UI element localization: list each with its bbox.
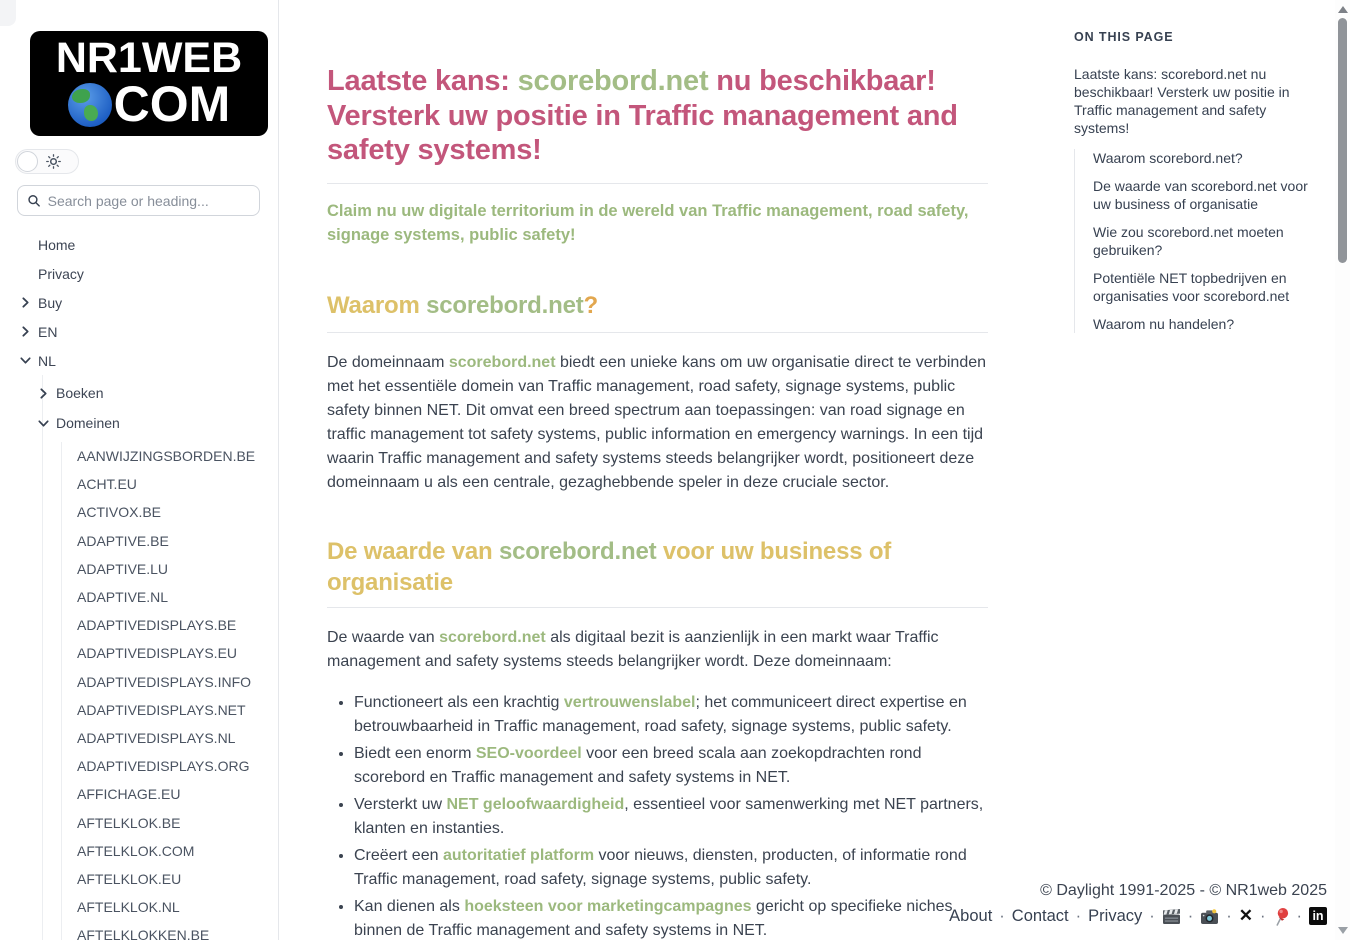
contact-link[interactable]: Contact xyxy=(1011,906,1069,925)
domain-link[interactable]: scorebord.net xyxy=(448,353,556,371)
logo-text-top: NR1WEB xyxy=(55,34,243,83)
film-clapper-icon[interactable] xyxy=(1162,908,1181,925)
bullet-keyword: autoritatief platform xyxy=(442,846,595,864)
scrollbar-thumb[interactable] xyxy=(1338,18,1347,263)
paragraph-waarom: De domeinnaam scorebord.net biedt een unieke kans om uw organisatie direct te verbinden met het essentiële domein van Traffic management, road safety, signage systems, public safety binnen NET. Dit omvat een breed spectrum aan toepassingen: van road signage en traffic management tot safety systems, public information en emergency warnings. In een tijd waarin Traffic management and safety systems steeds belangrijker wordt, positioneert deze domeinnaam u als een centrale, gezaghebbende speler in deze cruciale sector. xyxy=(327,353,987,491)
sidebar-item-home[interactable]: Home xyxy=(38,236,76,253)
search-input[interactable] xyxy=(48,193,250,209)
chevron-down-icon xyxy=(20,355,38,366)
domain-list-item[interactable]: ADAPTIVEDISPLAYS.ORG xyxy=(77,758,250,775)
about-link[interactable]: About xyxy=(949,906,993,925)
domain-list-item[interactable]: AFTELKLOK.COM xyxy=(77,842,195,859)
domain-list-item[interactable]: ADAPTIVE.LU xyxy=(77,560,169,577)
site-logo[interactable] xyxy=(30,31,268,136)
domain-list-item[interactable]: ADAPTIVEDISPLAYS.NET xyxy=(77,701,246,718)
scroll-up-icon[interactable] xyxy=(1338,6,1348,13)
scrollbar xyxy=(1335,0,1350,940)
toc-heading: ON THIS PAGE xyxy=(1074,30,1174,44)
bullet-item: • Biedt een enorm SEO-voordeel voor een breed scala aan zoekopdrachten rond scorebord en Traffic management and safety systems in NET. xyxy=(354,742,988,790)
bullet-keyword: vertrouwenslabel xyxy=(563,693,696,711)
nl-subtree xyxy=(42,375,278,940)
domain-list-item[interactable]: ADAPTIVE.NL xyxy=(77,589,169,606)
title-text: Laatste kans: xyxy=(327,65,518,97)
sidebar-item-en[interactable]: EN xyxy=(0,317,278,346)
scroll-down-icon[interactable] xyxy=(1338,927,1348,934)
page-title xyxy=(327,64,988,168)
footer xyxy=(949,879,1327,928)
sidebar-item-boeken[interactable]: Boeken xyxy=(43,378,278,408)
divider xyxy=(327,332,988,333)
domain-list-item[interactable]: ADAPTIVEDISPLAYS.EU xyxy=(77,645,238,662)
subtitle: Claim nu uw digitale territorium in de wereld van Traffic management, road safety, signage systems, public safety! xyxy=(327,201,969,244)
toc-main-link[interactable]: Laatste kans: scorebord.net nu beschikbaar! Versterk uw positie in Traffic management and safety systems! xyxy=(1074,66,1290,136)
search-icon xyxy=(27,193,41,208)
heading-text: voor uw business of organisatie xyxy=(327,537,892,596)
bullet-item: • Creëert een autoritatief platform voor nieuws, diensten, producten, of informatie rond Traffic management, road safety, signage systems, public safety. xyxy=(354,844,988,892)
globe-icon xyxy=(68,83,112,127)
left-sidebar xyxy=(0,0,279,940)
privacy-link[interactable]: Privacy xyxy=(1088,906,1143,925)
chevron-down-icon xyxy=(38,418,56,429)
section-heading-waarom xyxy=(327,290,988,321)
domain-list-item[interactable]: ACHT.EU xyxy=(77,476,137,493)
domain-list-item[interactable]: AFTELKLOK.EU xyxy=(77,870,182,887)
domain-list-item[interactable]: ACTIVOX.BE xyxy=(77,504,162,521)
domain-list-item[interactable]: AFTELKLOK.NL xyxy=(77,899,180,916)
bullet-item: • Kan dienen als hoeksteen voor marketingcampagnes gericht op specifieke niches binnen de Traffic management and safety systems in NET. xyxy=(354,895,988,940)
bullet-keyword: hoeksteen voor marketingcampagnes xyxy=(464,897,752,915)
corner-chip xyxy=(0,0,16,26)
sidebar-item-privacy[interactable]: Privacy xyxy=(38,265,84,282)
section-heading-waarde xyxy=(327,536,988,598)
value-bullet-list xyxy=(327,691,988,940)
heading-text: De waarde van xyxy=(327,537,499,565)
logo-text-bottom: COM xyxy=(113,76,231,133)
domain-link[interactable]: scorebord.net xyxy=(517,65,709,97)
toc-item[interactable]: Waarom scorebord.net? xyxy=(1093,150,1243,166)
camera-icon[interactable] xyxy=(1200,908,1219,925)
bullet-item: • Functioneert als een krachtig vertrouwenslabel; het communiceert direct expertise en betrouwbaarheid in Traffic management, road safety, signage systems, public safety. xyxy=(354,691,988,739)
sidebar-item-domeinen[interactable]: Domeinen xyxy=(43,408,278,438)
chevron-right-icon xyxy=(38,388,56,399)
chevron-right-icon xyxy=(20,326,38,337)
x-icon[interactable]: ✕ xyxy=(1238,906,1253,925)
heading-text: ? xyxy=(583,291,598,319)
divider xyxy=(327,183,988,184)
copyright-text: © Daylight 1991-2025 - © NR1web 2025 xyxy=(1040,882,1327,899)
domain-list-item[interactable]: ADAPTIVEDISPLAYS.INFO xyxy=(77,673,252,690)
sidebar-item-nl[interactable]: NL xyxy=(0,346,278,375)
main-content xyxy=(327,0,988,940)
linkedin-icon[interactable]: in xyxy=(1309,907,1327,925)
domain-list-item[interactable]: AFTELKLOK.BE xyxy=(77,814,181,831)
pushpin-icon[interactable] xyxy=(1273,907,1290,926)
sidebar-item-buy[interactable]: Buy xyxy=(0,288,278,317)
domain-list-item[interactable]: ADAPTIVE.BE xyxy=(77,532,169,549)
bullet-keyword: NET geloofwaardigheid xyxy=(446,795,625,813)
bullet-item: • Versterkt uw NET geloofwaardigheid, essentieel voor samenwerking met NET partners, klanten en instanties. xyxy=(354,793,988,841)
domain-link[interactable]: scorebord.net xyxy=(498,537,657,565)
divider xyxy=(327,607,988,608)
domain-list-item[interactable]: ADAPTIVEDISPLAYS.NL xyxy=(77,729,236,746)
toggle-knob[interactable] xyxy=(17,151,38,172)
domain-list-item[interactable]: ADAPTIVEDISPLAYS.BE xyxy=(77,617,237,634)
toc-item[interactable]: Wie zou scorebord.net moeten gebruiken? xyxy=(1093,224,1284,258)
toc-sidebar xyxy=(1074,30,1314,343)
toc-item-list xyxy=(1074,149,1314,333)
domain-list-item[interactable]: AFFICHAGE.EU xyxy=(77,786,181,803)
heading-text: Waarom xyxy=(327,291,427,319)
domain-link[interactable]: scorebord.net xyxy=(439,628,546,646)
paragraph-waarde: De waarde van scorebord.net als digitaal bezit is aanzienlijk in een markt waar Traffic management and safety systems steeds belangrijker wordt. Deze domeinnaam: xyxy=(327,628,939,670)
bullet-keyword: SEO-voordeel xyxy=(475,744,582,762)
search-box[interactable] xyxy=(17,185,260,216)
title-text: nu beschikbaar! Versterk uw positie in Traffic management and safety systems! xyxy=(327,65,958,166)
domain-list-item[interactable]: AANWIJZINGSBORDEN.BE xyxy=(77,448,256,465)
sun-icon xyxy=(46,154,61,169)
domain-list xyxy=(61,442,278,940)
toc-item[interactable]: Waarom nu handelen? xyxy=(1093,316,1235,332)
sidebar-nav xyxy=(0,230,278,940)
toc-item[interactable]: Potentiële NET topbedrijven en organisaties voor scorebord.net xyxy=(1093,270,1290,304)
chevron-right-icon xyxy=(20,297,38,308)
domain-link[interactable]: scorebord.net xyxy=(426,291,584,319)
footer-links: About · Contact · Privacy · · · ✕ · · in xyxy=(949,904,1327,928)
theme-toggle[interactable] xyxy=(15,149,79,174)
toc-item[interactable]: De waarde van scorebord.net voor uw business of organisatie xyxy=(1093,178,1308,212)
domain-list-item[interactable]: AFTELKLOKKEN.BE xyxy=(77,927,210,940)
